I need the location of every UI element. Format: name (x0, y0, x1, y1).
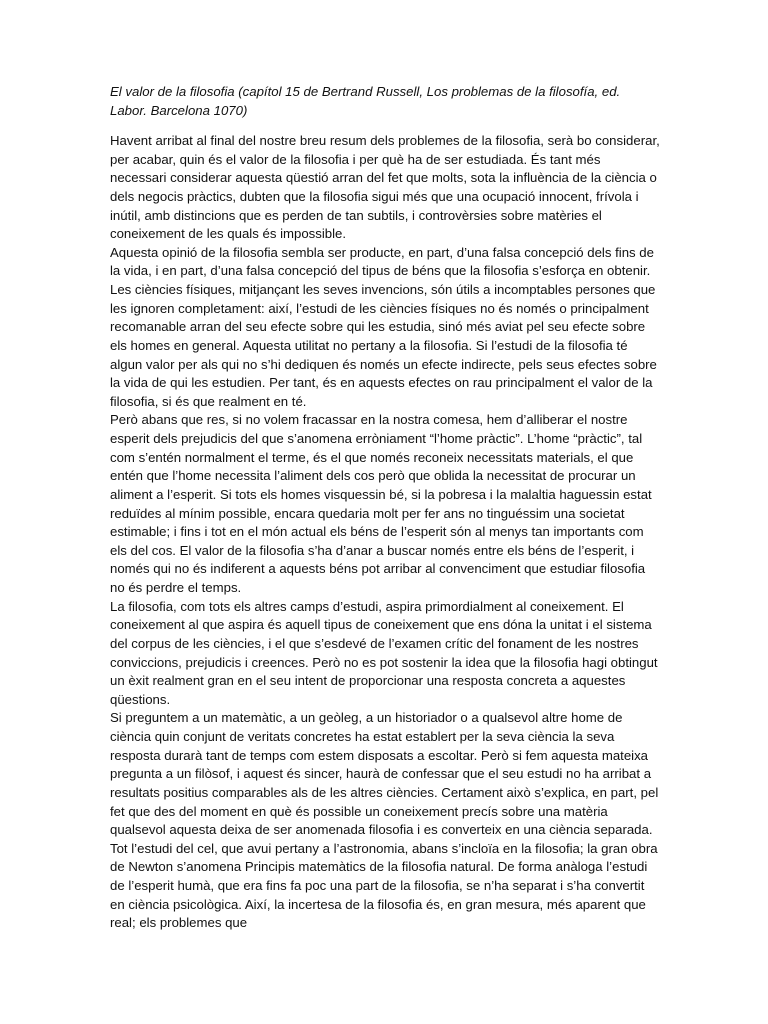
document-body (110, 132, 660, 933)
paragraph: La filosofia, com tots els altres camps d’estudi, aspira primordialment al coneixement. El coneixement al que aspira és aquell tipus de coneixement que ens dóna la unitat i el sistema del corpus de les ciències, i el que s’esdevé de l’examen crític del fonament de les nostres conviccions, prejudicis i creences. Però no es pot sostenir la idea que la filosofia hagi obtingut un èxit realment gran en el seu intent de proporcionar una resposta concreta a aquestes qüestions. (110, 598, 658, 707)
document-title: El valor de la filosofia (capítol 15 de Bertrand Russell, Los problemas de la filosofía, ed. Labor. Barcelona 1070) (110, 84, 621, 118)
paragraph: Havent arribat al final del nostre breu resum dels problemes de la filosofia, serà bo considerar, per acabar, quin és el valor de la filosofia i per què ha de ser estudiada. És tant més necessari considerar aquesta qüestió arran del fet que molts, sota la influència de la ciència o dels negocis pràctics, dubten que la filosofia sigui més que una ocupació innocent, frívola i inútil, amb distincions que es perden de tan subtils, i controvèrsies sobre matèries el coneixement de les quals és impossible. (110, 133, 660, 242)
paragraph: Però abans que res, si no volem fracassar en la nostra comesa, hem d’alliberar el nostre esperit dels prejudicis del que s’anomena erròniament “l’home pràctic”. L’home “pràctic”, tal com s’entén normalment el terme, és el que només reconeix necessitats materials, el que entén que l’home necessita l’aliment dels cos però que oblida la necessitat de procurar un aliment a l’esperit. Si tots els homes visquessin bé, si la pobresa i la malaltia haguessin estat reduïdes al mínim possible, encara quedaria molt per fer ans no tinguéssim una societat estimable; i fins i tot en el món actual els béns de l’esperit són al menys tan importants com els del cos. El valor de la filosofia s’ha d’anar a buscar només entre els béns de l’esperit, i només qui no és indiferent a aquests béns pot arribar al convenciment que estudiar filosofia no és perdre el temps. (110, 412, 652, 595)
paragraph: Si preguntem a un matemàtic, a un geòleg, a un historiador o a qualsevol altre home de ciència quin conjunt de veritats concretes ha estat establert per la seva ciència la seva resposta durarà tant de temps com estem disposats a escoltar. Però si fem aquesta mateixa pregunta a un filòsof, i aquest és sincer, haurà de confessar que el seu estudi no ha arribat a resultats positius comparables als de les altres ciències. Certament això s’explica, en part, pel fet que des del moment en què és possible un coneixement precís sobre una matèria qualsevol aquesta deixa de ser anomenada filosofia i es converteix en una ciència separada. Tot l’estudi del cel, que avui pertany a l’astronomia, abans s’incloïa en la filosofia; la gran obra de Newton s’anomena Principis matemàtics de la filosofia natural. De forma anàloga l’estudi de l’esperit humà, que era fins fa poc una part de la filosofia, se n’ha separat i s’ha convertit en ciència psicològica. Així, la incertesa de la filosofia és, en gran mesura, més aparent que real; els problemes que (110, 710, 659, 931)
document-page (110, 82, 660, 933)
paragraph: Aquesta opinió de la filosofia sembla ser producte, en part, d’una falsa concepció dels fins de la vida, i en part, d’una falsa concepció del tipus de béns que la filosofia s’esforça en obtenir. Les ciències físiques, mitjançant les seves invencions, són útils a incomptables persones que les ignoren completament: així, l’estudi de les ciències físiques no és només o principalment recomanable arran del seu efecte sobre qui les estudia, sinó més aviat pel seu efecte sobre els homes en general. Aquesta utilitat no pertany a la filosofia. Si l’estudi de la filosofia té algun valor per als qui no s’hi dediquen és només un efecte indirecte, pels seus efectes sobre la vida de qui les estudien. Per tant, és en aquests efectes on rau principalment el valor de la filosofia, si és que realment en té. (110, 244, 657, 409)
